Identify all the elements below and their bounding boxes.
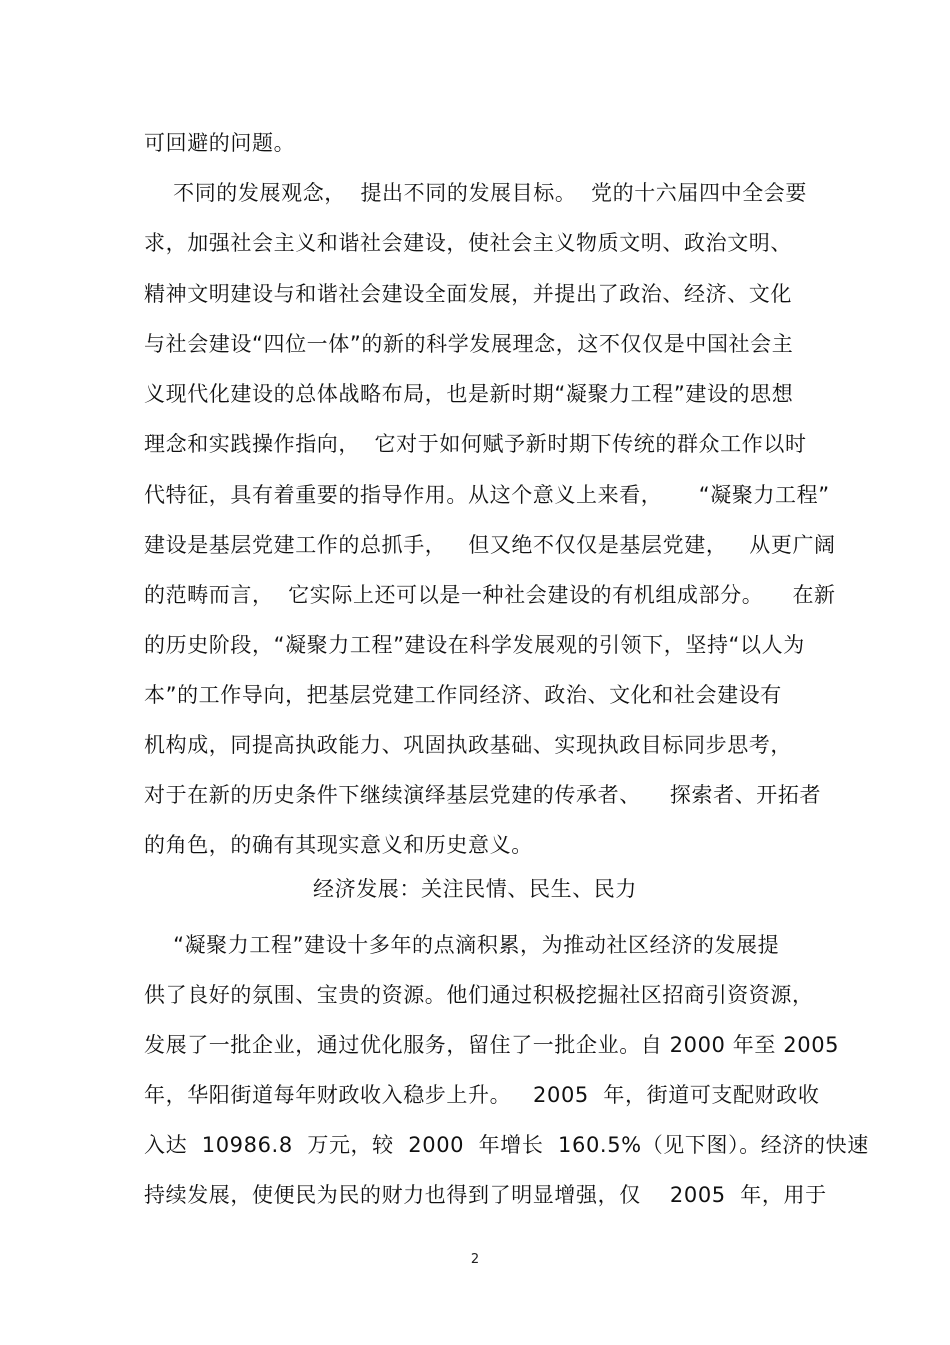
body-line: 入达 10986.8 万元，较 2000 年增长 160.5%（见下图）。经济的快速 [144,1133,869,1157]
body-line: 机构成，同提高执政能力、巩固执政基础、实现执政目标同步思考， [144,733,792,757]
body-line: 年，华阳街道每年财政收入稳步上升。 2005 年，街道可支配财政收 [144,1083,820,1107]
body-line: 与社会建设“四位一体”的新的科学发展理念，这不仅仅是中国社会主 [144,332,794,356]
body-line: 不同的发展观念， 提出不同的发展目标。 党的十六届四中全会要 [144,181,807,205]
body-line: 可回避的问题。 [144,131,296,155]
body-line: 持续发展，使便民为民的财力也得到了明显增强，仅 2005 年，用于 [144,1183,827,1207]
body-line: 对于在新的历史条件下继续演绎基层党建的传承者、 探索者、开拓者 [144,783,822,807]
section-heading: 经济发展：关注民情、民生、民力 [313,877,637,901]
body-line: 理念和实践操作指向， 它对于如何赋予新时期下传统的群众工作以时 [144,432,807,456]
body-line: 的范畴而言， 它实际上还可以是一种社会建设的有机组成部分。 在新 [144,583,836,607]
body-line: 发展了一批企业，通过优化服务，留住了一批企业。自 2000 年至 2005 [144,1033,840,1057]
body-line: “凝聚力工程”建设十多年的点滴积累，为推动社区经济的发展提 [144,933,780,957]
body-line: 本”的工作导向，把基层党建工作同经济、政治、文化和社会建设有 [144,683,782,707]
page-number: 2 [470,1252,480,1267]
body-line: 的历史阶段，“凝聚力工程”建设在科学发展观的引领下，坚持“以人为 [144,633,805,657]
body-line: 求，加强社会主义和谐社会建设，使社会主义物质文明、政治文明、 [144,231,792,255]
body-line: 精神文明建设与和谐社会建设全面发展，并提出了政治、经济、文化 [144,282,792,306]
body-line: 供了良好的氛围、宝贵的资源。他们通过积极挖掘社区招商引资资源， [144,983,814,1007]
body-line: 建设是基层党建工作的总抓手， 但又绝不仅仅是基层党建， 从更广阔 [144,533,836,557]
body-line: 义现代化建设的总体战略布局，也是新时期“凝聚力工程”建设的思想 [144,382,794,406]
body-line: 代特征，具有着重要的指导作用。从这个意义上来看， “凝聚力工程” [144,483,830,507]
body-line: 的角色，的确有其现实意义和历史意义。 [144,833,533,857]
